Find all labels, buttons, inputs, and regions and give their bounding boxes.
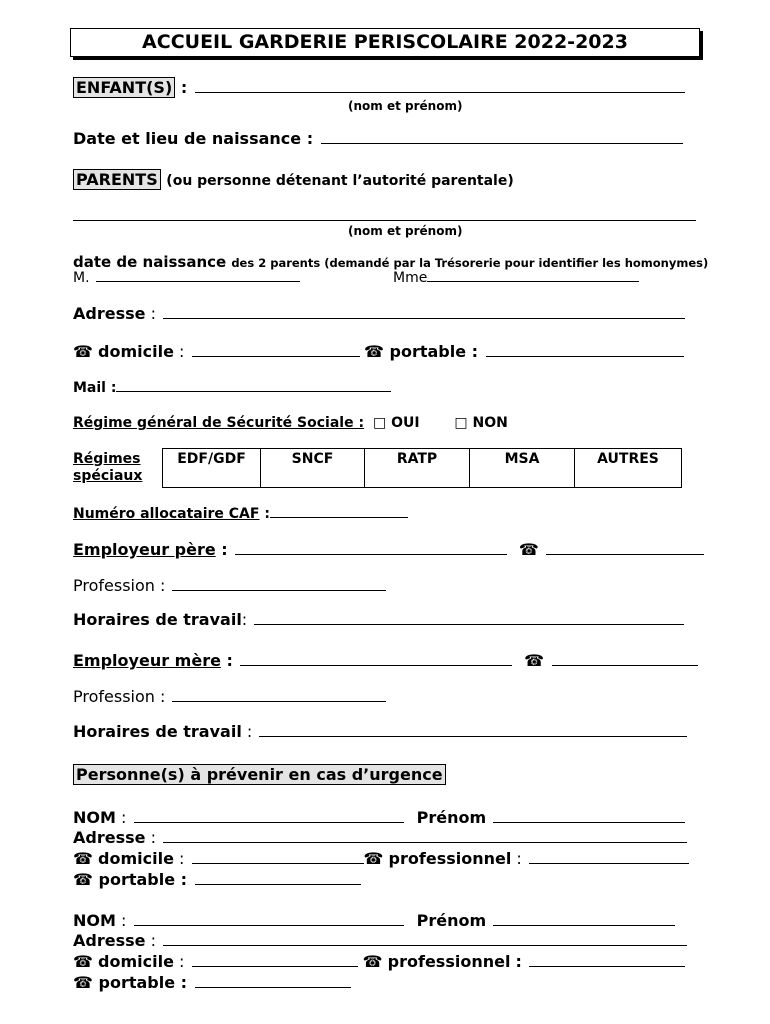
contact2-domicile-field[interactable] xyxy=(192,966,358,967)
secu-label: Régime général de Sécurité Sociale : xyxy=(73,415,365,431)
contact1-nom-label: NOM xyxy=(73,808,116,827)
enfant-row xyxy=(73,78,685,97)
pere-field[interactable] xyxy=(235,554,507,555)
contact2-adresse-label: Adresse xyxy=(73,931,146,950)
phone-icon: ☎ xyxy=(73,973,93,992)
contact1-pro-colon: : xyxy=(511,849,522,868)
pere-horaires-field[interactable] xyxy=(254,624,684,625)
phone-icon: ☎ xyxy=(364,342,384,361)
regime-edf-cell[interactable]: EDF/GDF xyxy=(163,449,261,488)
regime-ratp-cell[interactable]: RATP xyxy=(365,449,470,488)
contact2-domicile-label: domicile xyxy=(98,952,174,971)
contact2-pro-field[interactable] xyxy=(529,966,685,967)
mere-profession-label: Profession : xyxy=(73,687,166,706)
contact2-pro-label: professionnel xyxy=(387,952,511,971)
parents-label: PARENTS xyxy=(73,169,161,190)
phone-icon: ☎ xyxy=(362,952,383,971)
pere-row xyxy=(73,540,704,559)
contact2-portable-field[interactable] xyxy=(195,987,351,988)
regime-sncf-cell[interactable]: SNCF xyxy=(261,449,365,488)
dob-mme-row xyxy=(393,270,639,286)
naissance-label: Date et lieu de naissance : xyxy=(73,129,314,148)
pere-label: Employeur père xyxy=(73,540,216,559)
urgence-row xyxy=(73,765,446,784)
contact1-adresse-label: Adresse xyxy=(73,828,146,847)
pere-profession-label: Profession : xyxy=(73,576,166,595)
dob-m-field[interactable] xyxy=(96,281,300,282)
phone-icon: ☎ xyxy=(73,849,93,868)
phone-icon: ☎ xyxy=(73,952,93,971)
dob-mme-field[interactable] xyxy=(427,281,639,282)
phone-icon: ☎ xyxy=(73,342,93,361)
mere-horaires-colon: : xyxy=(241,722,253,741)
contact1-pro-field[interactable] xyxy=(529,863,689,864)
contact2-nom-colon: : xyxy=(115,911,127,930)
contact1-nom-colon: : xyxy=(115,808,127,827)
parents-hint: (nom et prénom) xyxy=(348,224,463,238)
contact1-prenom-label: Prénom xyxy=(416,808,487,827)
enfant-colon: : xyxy=(175,78,188,97)
mere-horaires-label: Horaires de travail xyxy=(73,722,242,741)
mere-profession-row xyxy=(73,687,386,706)
adresse-label: Adresse xyxy=(73,304,146,323)
mere-horaires-row xyxy=(73,722,687,741)
contact1-portable-row xyxy=(73,870,361,889)
parents-field[interactable] xyxy=(73,204,696,221)
dob-label: date de naissance xyxy=(73,253,227,271)
phone-icon: ☎ xyxy=(524,651,544,670)
pere-horaires-label: Horaires de travail xyxy=(73,610,242,629)
pere-phone-field[interactable] xyxy=(546,554,704,555)
regime-autres-cell[interactable]: AUTRES xyxy=(575,449,682,488)
portable-row xyxy=(364,342,684,361)
pere-profession-row xyxy=(73,576,386,595)
contact1-adresse-row xyxy=(73,828,687,847)
dob-m-label: M. xyxy=(73,270,90,286)
mail-row xyxy=(73,380,391,396)
mere-horaires-field[interactable] xyxy=(259,736,687,737)
regime-msa-cell[interactable]: MSA xyxy=(470,449,575,488)
pere-horaires-colon: : xyxy=(241,610,248,629)
regimes-table xyxy=(70,448,682,488)
portable-label: portable : xyxy=(389,342,479,361)
phone-icon: ☎ xyxy=(518,540,539,559)
parents-suffix: (ou personne détenant l’autorité parentale) xyxy=(166,173,514,189)
adresse-colon: : xyxy=(145,304,156,323)
mail-field[interactable] xyxy=(116,391,391,392)
urgence-label: Personne(s) à prévenir en cas d’urgence xyxy=(73,764,446,785)
caf-label: Numéro allocataire CAF xyxy=(73,506,260,522)
non-checkbox[interactable]: □ xyxy=(454,415,468,431)
mere-field[interactable] xyxy=(240,665,512,666)
enfant-field[interactable] xyxy=(195,92,685,93)
naissance-field[interactable] xyxy=(321,143,683,144)
contact2-prenom-label: Prénom xyxy=(416,911,487,930)
oui-label: OUI xyxy=(391,415,420,431)
contact2-adresse-row xyxy=(73,931,687,950)
non-label: NON xyxy=(472,415,508,431)
dob-row xyxy=(73,252,708,271)
contact1-nom-row xyxy=(73,808,685,827)
adresse-row xyxy=(73,304,685,323)
dob-mme-label: Mme xyxy=(393,270,428,286)
contact2-nom-row xyxy=(73,911,675,930)
adresse-field[interactable] xyxy=(163,318,685,319)
contact1-adresse-field[interactable] xyxy=(163,842,687,843)
enfant-label: ENFANT(S) xyxy=(73,77,175,98)
dob-m-row xyxy=(73,270,300,286)
mail-label: Mail : xyxy=(73,380,117,396)
contact1-domicile-colon: : xyxy=(173,849,185,868)
contact2-phone-row xyxy=(73,952,685,971)
pere-colon: : xyxy=(215,540,228,559)
phone-icon: ☎ xyxy=(363,849,384,868)
dob-note: des 2 parents (demandé par la Trésorerie pour identifier les homonymes) xyxy=(231,256,709,270)
contact1-phone-row xyxy=(73,849,689,868)
contact2-portable-row xyxy=(73,973,351,992)
contact2-nom-field[interactable] xyxy=(134,925,404,926)
contact1-nom-field[interactable] xyxy=(134,822,404,823)
contact1-portable-label: portable : xyxy=(98,870,188,889)
domicile-label: domicile xyxy=(98,342,174,361)
contact1-portable-field[interactable] xyxy=(195,884,361,885)
contact2-domicile-colon: : xyxy=(173,952,185,971)
contact2-adresse-colon: : xyxy=(145,931,156,950)
parents-row xyxy=(73,170,514,189)
contact1-pro-label: professionnel xyxy=(388,849,512,868)
mere-profession-field[interactable] xyxy=(172,701,386,702)
phone-row xyxy=(73,342,360,361)
pere-horaires-row xyxy=(73,610,684,629)
contact2-prenom-field[interactable] xyxy=(493,925,675,926)
domicile-colon: : xyxy=(173,342,185,361)
naissance-row xyxy=(73,129,683,148)
mere-label: Employeur mère xyxy=(73,651,221,670)
domicile-field[interactable] xyxy=(192,356,360,357)
caf-colon: : xyxy=(259,506,270,522)
mere-colon: : xyxy=(220,651,233,670)
portable-field[interactable] xyxy=(486,356,684,357)
regimes-label: Régimes spéciaux xyxy=(73,450,143,484)
contact1-domicile-field[interactable] xyxy=(192,863,364,864)
contact1-adresse-colon: : xyxy=(145,828,156,847)
contact1-domicile-label: domicile xyxy=(98,849,174,868)
enfant-hint: (nom et prénom) xyxy=(348,99,463,113)
caf-field[interactable] xyxy=(270,517,408,518)
contact2-nom-label: NOM xyxy=(73,911,116,930)
form-title: ACCUEIL GARDERIE PERISCOLAIRE 2022-2023 xyxy=(70,28,700,57)
contact1-prenom-field[interactable] xyxy=(493,822,685,823)
secu-row xyxy=(73,415,508,431)
caf-row xyxy=(73,506,408,522)
contact2-portable-label: portable : xyxy=(98,973,188,992)
contact2-adresse-field[interactable] xyxy=(163,945,687,946)
phone-icon: ☎ xyxy=(73,870,93,889)
oui-checkbox[interactable]: □ xyxy=(372,415,387,431)
mere-row xyxy=(73,651,698,670)
pere-profession-field[interactable] xyxy=(172,590,386,591)
contact2-pro-colon: : xyxy=(515,952,522,971)
mere-phone-field[interactable] xyxy=(552,665,698,666)
